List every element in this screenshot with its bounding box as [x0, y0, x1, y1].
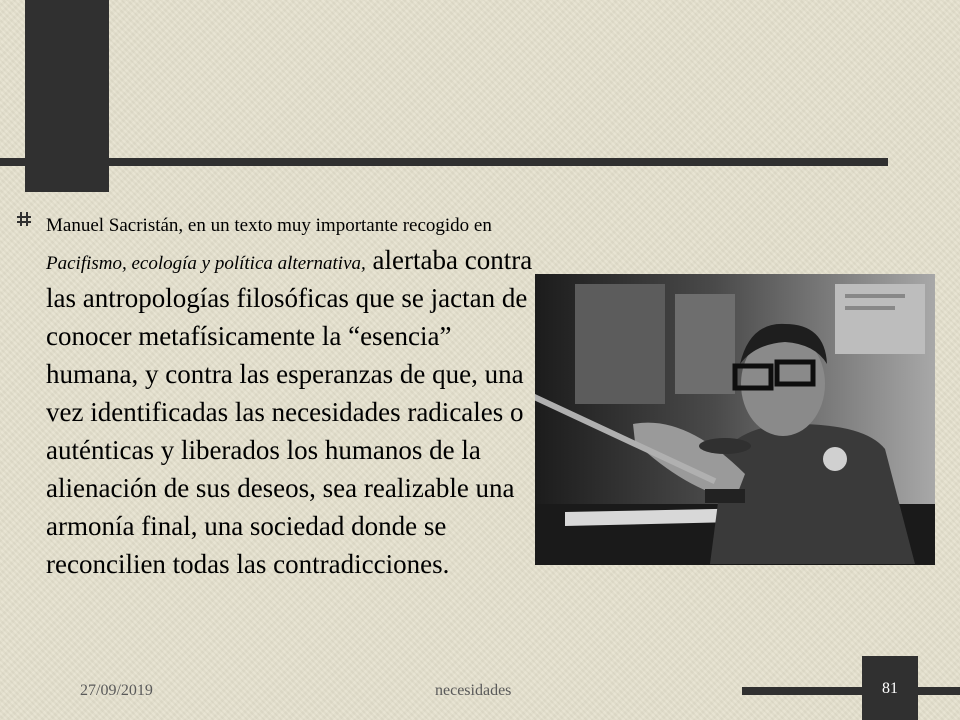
text-main: alertaba contra las antropologías filosóficas que se jactan de conocer metafísicamente la “esencia” humana, y contra las esperanzas de que, una vez identificadas las necesidades radicales o auténticas y liberados los humanos de la alienación de sus deseos, sea realizable una armonía final, una sociedad donde se reconcilien todas las contradicciones.	[46, 245, 533, 579]
decorative-bottom-line	[742, 687, 960, 695]
speaker-photo	[535, 274, 935, 565]
speaker-photo-illustration	[535, 274, 935, 565]
bullet-icon	[16, 211, 32, 227]
page-number: 81	[882, 680, 898, 697]
decorative-horizontal-line	[0, 158, 888, 166]
book-title: Pacifismo, ecología y política alternativa,	[46, 253, 366, 274]
text-intro: Manuel Sacristán, en un texto muy importante recogido en	[46, 215, 492, 236]
footer-date: 27/09/2019	[80, 682, 153, 699]
slide-body-text	[46, 203, 546, 583]
footer-title: necesidades	[435, 682, 512, 699]
